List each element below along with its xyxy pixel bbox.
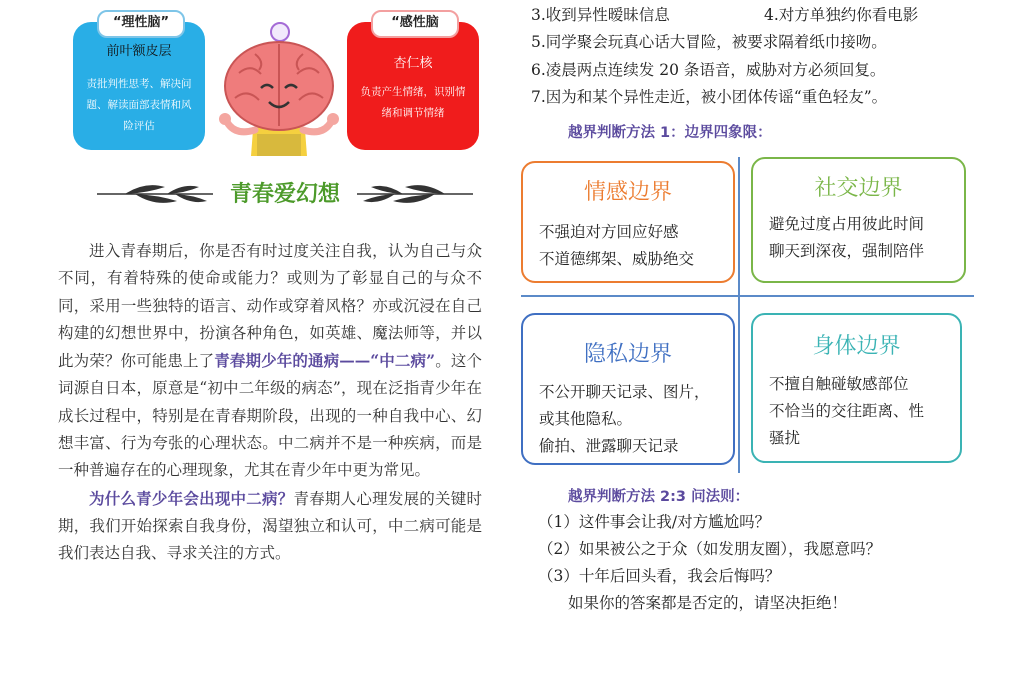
social-boundary-quadrant <box>751 157 966 283</box>
body-boundary-title: 身体边界 <box>812 334 901 359</box>
body-boundary-quadrant <box>751 313 962 463</box>
social-boundary-title: 社交边界 <box>814 176 903 201</box>
emotion-boundary-text: 不强迫对方回应好感 不道德绑架、威胁绝交 <box>539 223 695 268</box>
emotional-brain-desc: 负责产生情绪，识别情绪和调节情绪 <box>360 86 466 119</box>
emotion-boundary-quadrant <box>521 161 735 283</box>
article-paragraph-1: 进入青春期后，你是否有时过度关注自我，认为自己与众不同，有着特殊的使命或能力？或则为了彰显自己的与众不同，采用一些独特的语言、动作或穿着风格？亦或沉浸在自己构建的幻想世界中，扮演各种角色，如英雄、魔法师等，并以此为荣？你可能患上了青春期少年的通病——“中二病”。这个词源自日本，原意是“初中二年级的病态”，现在泛指青少年在成长过程中，特别是在青春期阶段，出现的一种自我中心、幻想丰富、行为夸张的心理状态。中二病并不是一种疾病，而是一种普遍存在的心理现象，尤其在青少年中更为常见。 <box>58 242 482 480</box>
article-body <box>58 238 482 568</box>
conclusion-text: 如果你的答案都是否定的，请坚决拒绝！ <box>568 594 848 612</box>
three-questions-list <box>538 509 881 617</box>
emotion-boundary-title: 情感边界 <box>583 180 672 205</box>
article-title-row <box>95 175 475 211</box>
list-item: 3.收到异性暧昧信息 4.对方单独约你看电影 <box>531 6 919 24</box>
question-item: （1）这件事会让我/对方尴尬吗？ <box>538 513 771 531</box>
rational-brain-tag: “理性脑” <box>97 10 185 38</box>
privacy-boundary-title: 隐私边界 <box>583 342 672 367</box>
emotional-brain-name: 杏仁核 <box>393 56 433 71</box>
list-item: 5.同学聚会玩真心话大冒险，被要求隔着纸巾接吻。 <box>531 33 887 52</box>
article-paragraph-2: 为什么青少年会出现中二病？青春期人心理发展的关键时期，我们开始探索自我身份，渴望独立和认可，中二病可能是我们表达自我、寻求关注的方式。 <box>58 488 482 563</box>
rational-brain-desc: 责批判性思考、解决问题、解读面部表情和风险评估 <box>86 78 192 132</box>
left-leaf-decoration-icon <box>95 175 215 211</box>
boundary-examples-list <box>531 2 919 111</box>
emotional-brain-card <box>347 15 479 150</box>
method-1-heading: 越界判断方法 1：边界四象限： <box>568 125 772 141</box>
rational-brain-card <box>73 15 205 150</box>
privacy-boundary-text: 不公开聊天记录、图片， 或其他隐私。 偷拍、泄露聊天记录 <box>539 383 710 455</box>
article-title: 青春爱幻想 <box>229 182 340 207</box>
list-item: 6.凌晨两点连续发 20 条语音，威胁对方必须回复。 <box>531 60 886 79</box>
rational-brain-name: 前叶额皮层 <box>106 44 172 59</box>
brain-mascot-icon <box>205 18 350 158</box>
right-leaf-decoration-icon <box>355 175 475 211</box>
quadrant-horizontal-axis <box>521 295 974 297</box>
highlight-chuunibyou: 青春期少年的通病——“中二病” <box>214 351 436 371</box>
emotional-brain-tag: “感性脑 <box>371 10 459 38</box>
privacy-boundary-quadrant <box>521 313 735 465</box>
body-boundary-text: 不擅自触碰敏感部位 不恰当的交往距离、性 骚扰 <box>769 375 925 447</box>
list-item: 7.因为和某个异性走近，被小团体传谣“重色轻友”。 <box>531 87 888 106</box>
social-boundary-text: 避免过度占用彼此时间 聊天到深夜，强制陪伴 <box>769 215 925 260</box>
method-2-heading: 越界判断方法 2:3 问法则： <box>568 489 750 505</box>
question-item: （2）如果被公之于众（如发朋友圈），我愿意吗？ <box>538 540 882 558</box>
quadrant-vertical-axis <box>738 157 740 473</box>
highlight-why: 为什么青少年会出现中二病？ <box>89 488 294 508</box>
question-item: （3）十年后回头看，我会后悔吗？ <box>538 567 781 585</box>
